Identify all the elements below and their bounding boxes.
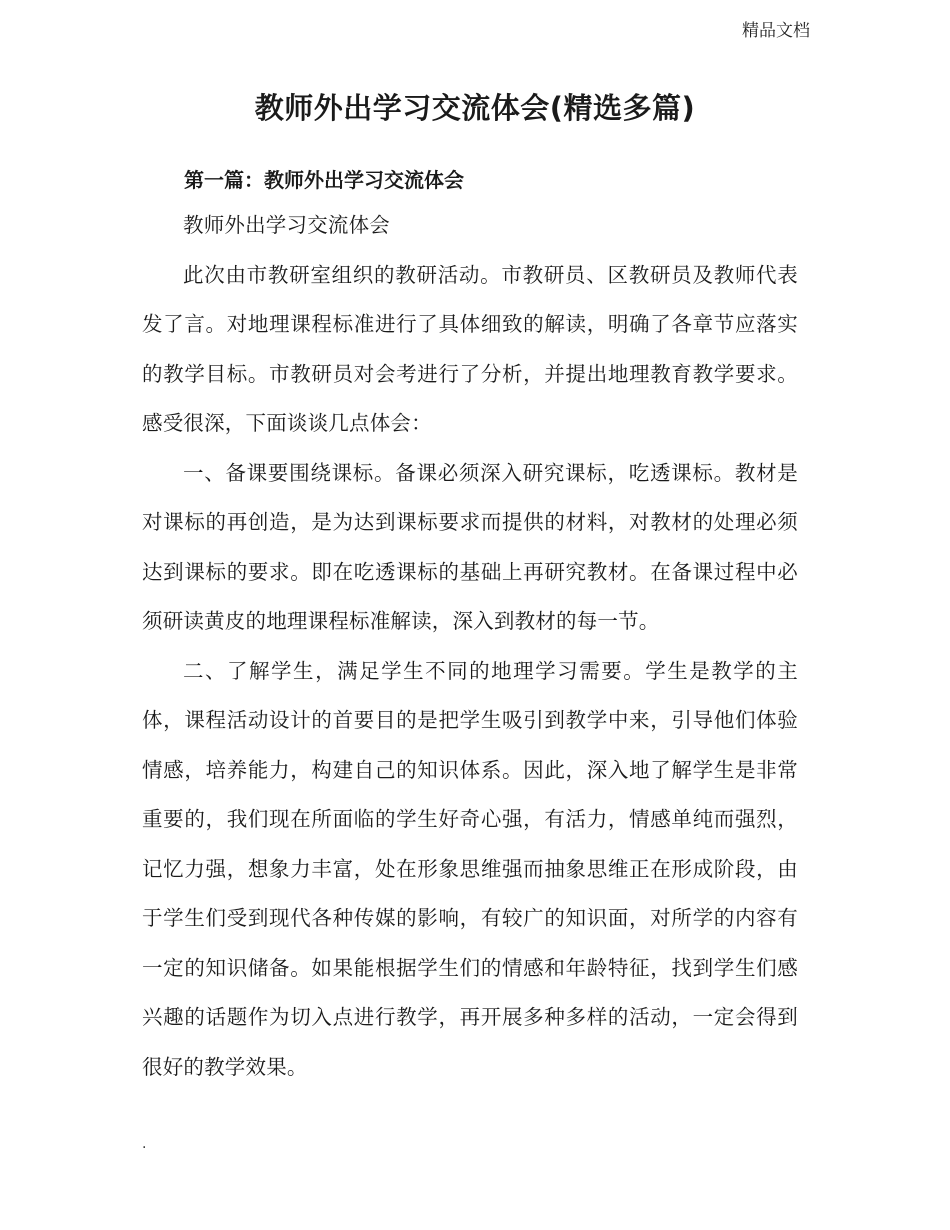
document-title: 教师外出学习交流体会(精选多篇) [254, 91, 696, 125]
paragraph-subtitle: 教师外出学习交流体会 [183, 213, 390, 237]
paragraph-point-1: 一、备课要围绕课标。备课必须深入研究课标，吃透课标。教材是对课标的再创造，是为达到课标要求而提供的材料，对教材的处理必须达到课标的要求。即在吃透课标的基础上再研究教材。在备课过程中必须研读黄皮的地理课程标准解读，深入到教材的每一节。 [142, 460, 798, 633]
section-heading: 第一篇：教师外出学习交流体会 [184, 168, 464, 192]
footer-mark: . [142, 1136, 147, 1152]
header-watermark: 精品文档 [742, 21, 810, 41]
document-body [142, 201, 798, 1092]
paragraph-point-2: 二、了解学生，满足学生不同的地理学习需要。学生是教学的主体，课程活动设计的首要目的是把学生吸引到教学中来，引导他们体验情感，培养能力，构建自己的知识体系。因此，深入地了解学生是非常重要的，我们现在所面临的学生好奇心强，有活力，情感单纯而强烈，记忆力强，想象力丰富，处在形象思维强而抽象思维正在形成阶段，由于学生们受到现代各种传媒的影响，有较广的知识面，对所学的内容有一定的知识储备。如果能根据学生们的情感和年龄特征，找到学生们感兴趣的话题作为切入点进行教学，再开展多种多样的活动，一定会得到很好的教学效果。 [142, 658, 798, 1079]
paragraph-intro: 此次由市教研室组织的教研活动。市教研员、区教研员及教师代表发了言。对地理课程标准进行了具体细致的解读，明确了各章节应落实的教学目标。市教研员对会考进行了分析，并提出地理教育教学要求。感受很深，下面谈谈几点体会： [142, 262, 798, 435]
